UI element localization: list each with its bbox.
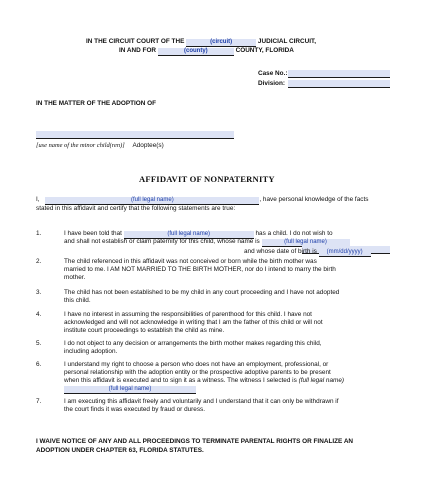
item-2-line-2: married to me. I AM NOT MARRIED TO THE BIRTH MOTHER, nor do I intend to marry the birth	[64, 266, 336, 273]
item-number-4: 4.	[36, 311, 42, 318]
item-5-line-1: I do not object to any decision or arrangements the birth mother makes regarding this child,	[64, 340, 322, 347]
item-1-line-2: and shall not establish or claim paternity for this child, whose name is (full legal name)	[64, 238, 350, 247]
intro-line-2: stated in this affidavit and certify that the following statements are true:	[36, 205, 236, 212]
item-1-line-3: and whose date of birth is (mm/dd/yyyy)	[244, 248, 371, 257]
dob-field[interactable]: (mm/dd/yyyy)	[319, 249, 371, 257]
item-7-line-2: the court finds it was executed by fraud or duress.	[64, 406, 206, 413]
court-header-line-2: IN AND FOR (county) COUNTY, FLORIDA	[119, 47, 294, 54]
division-field[interactable]	[288, 80, 390, 88]
child-name-field[interactable]	[36, 131, 234, 139]
item-4-line-2: acknowledged and will not acknowledge in writing that I am the father of this child or will not	[64, 319, 323, 326]
item-6-line-2: personal relationship with the adoption entity or the prospective adoptive parents to be present	[64, 369, 331, 376]
item-6-line-3: when this affidavit is executed and to sign it as a witness. The witness I selected is (full legal name)	[64, 377, 345, 384]
case-no-row: Case No.:	[258, 70, 288, 77]
item-7-line-1: I am executing this affidavit freely and voluntarily and I understand that it can only be withdrawn if	[64, 398, 339, 405]
item-number-7: 7.	[36, 398, 42, 405]
item-number-6: 6.	[36, 361, 42, 368]
item-2-line-3: mother.	[64, 274, 86, 281]
item-1-line-1: I have been told that (full legal name) has a child. I do not wish to	[64, 230, 333, 237]
item-4-line-3: institute court proceedings to establish the child as mine.	[64, 327, 225, 334]
item-number-1: 1.	[36, 230, 42, 237]
waiver-line-2: ADOPTION UNDER CHAPTER 63, FLORIDA STATUTES.	[36, 447, 204, 454]
item-2-line-1: The child referenced in this affidavit was not conceived or born while the birth mother was	[64, 258, 317, 265]
child-name-caption-row: [use name of the minor child(ren)] Adoptee(s)	[36, 142, 164, 149]
division-row: Division:	[258, 80, 285, 87]
circuit-field[interactable]: (circuit)	[186, 39, 256, 47]
item-3-line-1: The child has not been established to be my child in any court proceeding and I have not adopted	[64, 289, 340, 296]
child-full-name-field[interactable]: (full legal name)	[262, 239, 350, 247]
item-number-5: 5.	[36, 340, 42, 347]
document-title: AFFIDAVIT OF NONPATERNITY	[139, 174, 275, 184]
affiant-name-field[interactable]: (full legal name)	[45, 197, 259, 205]
item-5-line-2: including adoption.	[64, 348, 118, 355]
court-header-line-1: IN THE CIRCUIT COURT OF THE (circuit) JUDICIAL CIRCUIT,	[86, 38, 317, 45]
item-6-line-4	[64, 385, 196, 394]
item-6-line-1: I understand my right to choose a person who does not have an employment, professional, or	[64, 361, 329, 368]
waiver-line-1: I WAIVE NOTICE OF ANY AND ALL PROCEEDINGS TO TERMINATE PARENTAL RIGHTS OR FINALIZE AN	[36, 438, 354, 445]
county-field[interactable]: (county)	[158, 48, 234, 56]
intro-line-1: I, (full legal name) , have personal knowledge of the facts	[36, 196, 369, 203]
item-3-line-2: this child.	[64, 297, 91, 304]
matter-label: IN THE MATTER OF THE ADOPTION OF	[36, 100, 156, 107]
item-4-line-1: I have no interest in assuming the responsibilities of parenthood for this child. I have not	[64, 311, 312, 318]
case-no-field[interactable]	[288, 70, 390, 78]
witness-name-field[interactable]: (full legal name)	[64, 386, 196, 394]
item-number-3: 3.	[36, 289, 42, 296]
item-number-2: 2.	[36, 258, 42, 265]
mother-name-field[interactable]: (full legal name)	[124, 231, 254, 239]
